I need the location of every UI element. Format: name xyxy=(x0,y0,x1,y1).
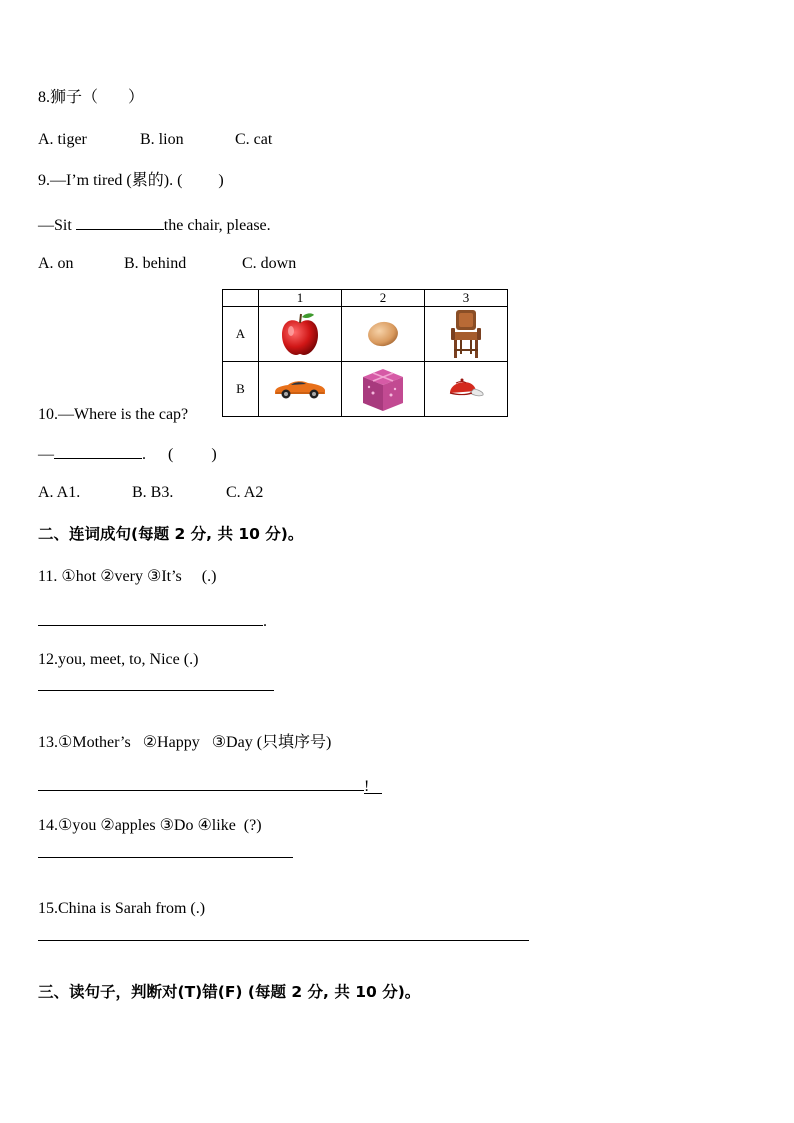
table-row-a xyxy=(223,307,508,362)
cell-a2 xyxy=(342,307,425,362)
table-row-b xyxy=(223,362,508,417)
egg-icon xyxy=(366,319,400,349)
q9-reply-prefix: —Sit xyxy=(38,217,76,234)
question-12: 12.you, meet, to, Nice (.) xyxy=(38,651,199,668)
section-3-heading: 三、读句子，判断对(T)错(F) (每题 2 分, 共 10 分)。 xyxy=(38,983,421,1001)
question-8-options xyxy=(38,130,272,150)
section-2-heading: 二、连词成句(每题 2 分, 共 10 分)。 xyxy=(38,525,304,543)
question-9-options xyxy=(38,254,296,274)
cell-b1 xyxy=(259,362,342,417)
q8-paren-close: ） xyxy=(128,89,145,106)
column-header: 2 xyxy=(342,290,425,307)
question-8-stem xyxy=(38,88,144,108)
table-corner-cell xyxy=(223,290,259,307)
cap-icon xyxy=(446,375,486,403)
row-label: A xyxy=(223,307,259,362)
question-14: 14.①you ②apples ③Do ④like (?) xyxy=(38,817,262,834)
q11-line-end: . xyxy=(263,613,267,630)
q13-blank[interactable] xyxy=(38,774,364,791)
question-11: 11. ①hot ②very ③It’s (.) xyxy=(38,568,217,585)
cell-a3 xyxy=(425,307,508,362)
q8-option-b: B. lion xyxy=(140,131,184,148)
question-13: 13.①Mother’s ②Happy ③Day (只填序号) xyxy=(38,734,332,751)
column-header: 3 xyxy=(425,290,508,307)
question-15: 15.China is Sarah from (.) xyxy=(38,900,206,917)
cell-b3 xyxy=(425,362,508,417)
q10-paren-open: ( xyxy=(168,446,174,463)
chair-icon xyxy=(448,308,484,360)
question-9-stem xyxy=(38,171,224,191)
q10-option-c: C. A2 xyxy=(226,484,264,501)
q11-blank[interactable] xyxy=(38,609,263,626)
q8-option-a: A. tiger xyxy=(38,131,87,148)
q9-paren-close: ) xyxy=(218,172,224,189)
q9-reply-suffix: the chair, please. xyxy=(163,217,271,234)
picture-grid-table xyxy=(222,289,508,417)
table-header-row xyxy=(223,290,508,307)
question-10-reply xyxy=(38,442,217,465)
q13-answer-line xyxy=(38,774,382,797)
q10-blank[interactable] xyxy=(54,442,142,459)
question-10-stem: 10.—Where is the cap? xyxy=(38,406,189,423)
apple-icon xyxy=(278,311,322,357)
q10-reply-prefix: — xyxy=(38,446,54,463)
q8-stem-text: 8.狮子（ xyxy=(38,89,99,106)
cell-b2 xyxy=(342,362,425,417)
q12-answer-line[interactable] xyxy=(38,690,274,691)
cell-a1 xyxy=(259,307,342,362)
q9-option-a: A. on xyxy=(38,255,74,272)
q15-answer-line[interactable] xyxy=(38,940,529,941)
car-icon xyxy=(272,377,328,401)
q14-answer-line[interactable] xyxy=(38,857,293,858)
q10-option-a: A. A1. xyxy=(38,484,81,501)
question-10-options xyxy=(38,483,263,503)
q9-stem-text: 9.—I’m tired (累的). ( xyxy=(38,172,183,189)
q8-option-c: C. cat xyxy=(235,131,273,148)
q9-option-c: C. down xyxy=(242,255,297,272)
question-9-reply xyxy=(38,213,271,236)
q9-option-b: B. behind xyxy=(124,255,187,272)
q10-reply-suffix: . xyxy=(142,446,146,463)
q13-line-end: ! xyxy=(364,777,382,794)
row-label: B xyxy=(223,362,259,417)
gift-box-icon xyxy=(361,365,405,413)
q9-blank[interactable] xyxy=(76,213,164,230)
q10-paren-close: ) xyxy=(211,446,217,463)
column-header: 1 xyxy=(259,290,342,307)
q10-option-b: B. B3. xyxy=(132,484,174,501)
q11-answer-line xyxy=(38,609,267,632)
